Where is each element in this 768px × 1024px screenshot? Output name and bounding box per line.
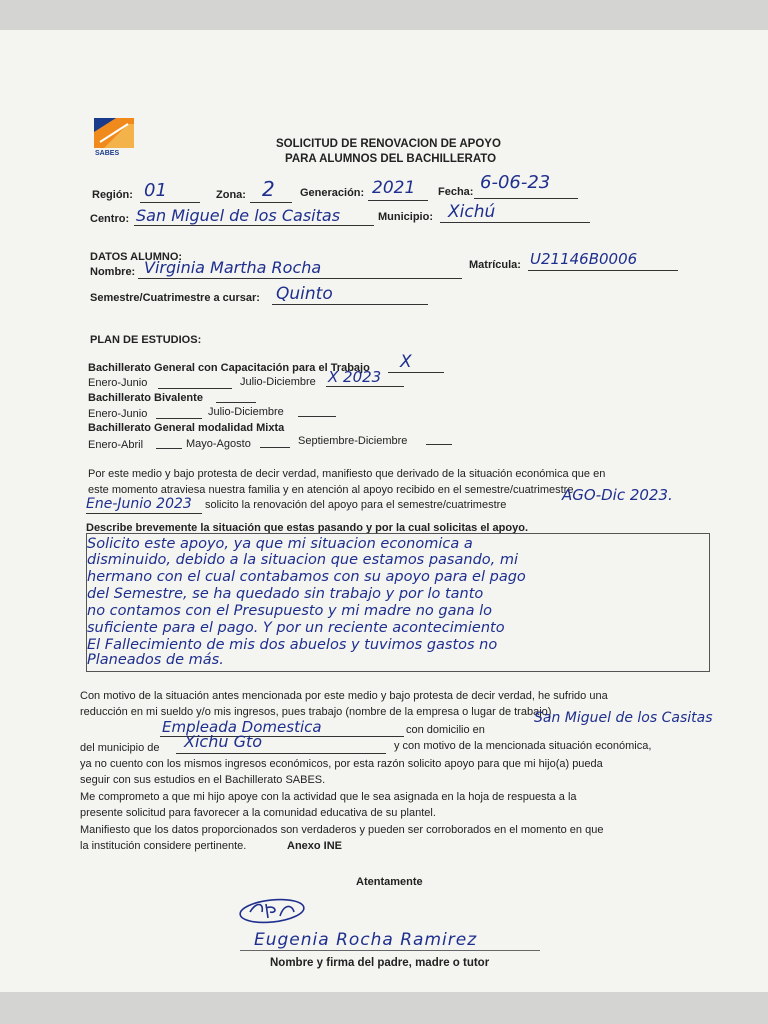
prev-semester-value: Ene-Junio 2023 xyxy=(86,496,192,512)
next-semester-value: AGO-Dic 2023. xyxy=(562,486,673,504)
firma-caption: Nombre y firma del padre, madre o tutor xyxy=(270,957,490,969)
zona-value: 2 xyxy=(262,177,275,201)
general-mark: X xyxy=(400,352,412,372)
situation-box xyxy=(86,533,710,672)
fecha-label: Fecha: xyxy=(438,186,474,198)
ingresos-line-6: Me comprometo a que mi hijo apoye con la actividad que le sea asignada en la hoja de respuesta a la xyxy=(80,791,577,803)
situation-line: hermano con el cual contabamos con su apoyo para el pago xyxy=(87,569,526,585)
centro-value: San Miguel de los Casitas xyxy=(136,206,341,225)
ingresos-line-7: presente solicitud para favorecer a la comunidad educativa de su plantel. xyxy=(80,807,436,819)
municipio-ingresos-label: del municipio de xyxy=(80,742,160,754)
mayo-agosto-label: Mayo-Agosto xyxy=(186,438,251,450)
describe-prompt: Describe brevemente la situación que estas pasando y por la cual solicitas el apoyo. xyxy=(86,522,528,534)
ingresos-line-2: reducción en mi sueldo y/o mis ingresos, pues trabajo (nombre de la empresa o lugar de trabajo) xyxy=(80,706,552,718)
situation-line: suficiente para el pago. Y por un reciente acontecimiento xyxy=(87,620,505,636)
domicilio-value: San Miguel de los Casitas xyxy=(534,710,713,726)
empresa-value: Empleada Domestica xyxy=(162,718,322,736)
ingresos-line-3: y con motivo de la mencionada situación económica, xyxy=(394,740,652,752)
matricula-value: U21146B0006 xyxy=(530,250,638,268)
datos-alumno-label: DATOS ALUMNO: xyxy=(90,251,183,263)
nombre-label: Nombre: xyxy=(90,266,136,278)
signature-name: Eugenia Rocha Ramirez xyxy=(254,930,478,950)
mixta-label: Bachillerato General modalidad Mixta xyxy=(88,422,285,434)
ingresos-line-1: Con motivo de la situación antes mencionada por este medio y bajo protesta de decir verdad, he sufrido una xyxy=(80,690,608,702)
semestre-value: Quinto xyxy=(276,284,333,304)
bachillerato-general-label: Bachillerato General con Capacitación para el Trabajo xyxy=(88,362,370,374)
atentamente-label: Atentamente xyxy=(356,876,423,888)
plan-estudios-label: PLAN DE ESTUDIOS: xyxy=(90,334,202,346)
septiembre-diciembre-label: Septiembre-Diciembre xyxy=(298,435,408,447)
bivalente-label: Bachillerato Bivalente xyxy=(88,392,203,404)
logo-text: SABES xyxy=(95,150,120,157)
situation-line: El Fallecimiento de mis dos abuelos y tuvimos gastos no xyxy=(87,637,498,653)
title-line-1: SOLICITUD DE RENOVACION DE APOYO xyxy=(276,138,501,150)
signature-initials-icon xyxy=(236,894,310,928)
centro-label: Centro: xyxy=(90,213,130,225)
situation-line: Planeados de más. xyxy=(87,652,224,668)
ingresos-line-5: seguir con sus estudios en el Bachillerato SABES. xyxy=(80,774,326,786)
zona-label: Zona: xyxy=(216,189,246,201)
bivalente-julio-diciembre-label: Julio-Diciembre xyxy=(208,406,284,418)
declaracion-line-1: Por este medio y bajo protesta de decir verdad, manifiesto que derivado de la situación económica que en xyxy=(88,468,606,480)
situation-line: no contamos con el Presupuesto y mi madre no gana lo xyxy=(87,603,493,619)
document-page xyxy=(0,30,768,992)
declaracion-line-3: solicito la renovación del apoyo para el semestre/cuatrimestre xyxy=(205,499,507,511)
region-value: 01 xyxy=(144,180,167,201)
bivalente-enero-junio-label: Enero-Junio xyxy=(88,408,148,420)
municipio-value: Xichú xyxy=(448,202,496,222)
situation-line: Solicito este apoyo, ya que mi situacion economica a xyxy=(87,536,473,552)
sabes-logo-icon xyxy=(94,118,134,148)
region-label: Región: xyxy=(92,189,133,201)
enero-abril-label: Enero-Abril xyxy=(88,439,144,451)
ingresos-line-9: la institución considere pertinente. xyxy=(80,840,247,852)
matricula-label: Matrícula: xyxy=(469,259,521,271)
declaracion-line-2: este momento atraviesa nuestra familia y en atención al apoyo recibido en el semestre/cuatrimestre xyxy=(88,484,574,496)
nombre-value: Virginia Martha Rocha xyxy=(144,258,322,277)
semestre-label: Semestre/Cuatrimestre a cursar: xyxy=(90,292,260,304)
fecha-value: 6-06-23 xyxy=(480,172,551,193)
julio-diciembre-label: Julio-Diciembre xyxy=(240,376,316,388)
municipio-label: Municipio: xyxy=(378,211,433,223)
ingresos-line-8: Manifiesto que los datos proporcionados son verdaderos y pueden ser corroborados en el momento en que xyxy=(80,824,604,836)
ingresos-line-4: ya no cuento con los mismos ingresos económicos, por esta razón solicito apoyo para que mi hijo(a) pueda xyxy=(80,758,603,770)
municipio-ingresos-value: Xichu Gto xyxy=(184,732,263,751)
enero-junio-label: Enero-Junio xyxy=(88,377,148,389)
domicilio-label: con domicilio en xyxy=(406,724,485,736)
situation-line: disminuido, debido a la situacion que estamos pasando, mi xyxy=(87,552,519,568)
generacion-value: 2021 xyxy=(372,178,416,198)
anexo-ine: Anexo INE xyxy=(287,840,343,852)
situation-line: del Semestre, se ha quedado sin trabajo y por lo tanto xyxy=(87,586,484,602)
generacion-label: Generación: xyxy=(300,187,365,199)
title-line-2: PARA ALUMNOS DEL BACHILLERATO xyxy=(285,153,497,165)
julio-mark: X 2023 xyxy=(328,368,382,386)
